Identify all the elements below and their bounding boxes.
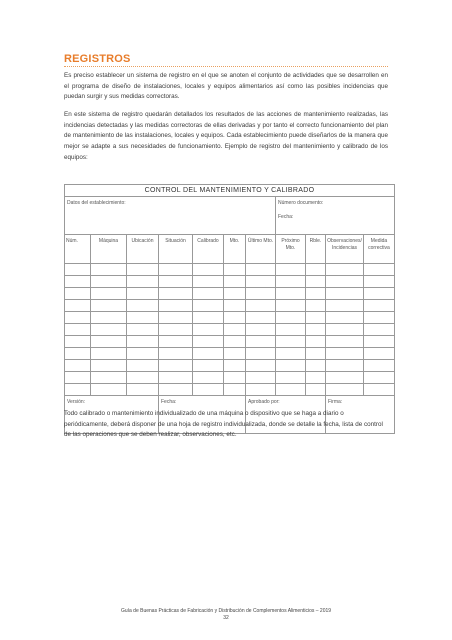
table-cell xyxy=(224,372,246,384)
table-cell xyxy=(127,276,159,288)
table-cell xyxy=(276,312,306,324)
table-cell xyxy=(364,264,395,276)
paragraph-register-system: En este sistema de registro quedarán detallados los resultados de las acciones de mantenimiento realizadas, las incidencias detectadas y las medidas correctoras de ellas derivadas y por tanto el correcto funcionamiento del plan de mantenimiento de las instalaciones, locales y equipos. Cada establecimiento puede diseñarlos de la manera que mejor se adapte a sus necesidades de funcionamiento. Ejemplo de registro del mantenimiento y calibrado de los equipos: xyxy=(64,111,388,161)
table-cell xyxy=(276,348,306,360)
table-cell xyxy=(326,384,364,396)
form-header-row xyxy=(65,235,395,264)
table-cell xyxy=(159,300,193,312)
table-cell xyxy=(127,372,159,384)
table-cell xyxy=(246,324,276,336)
table-cell xyxy=(326,348,364,360)
column-header: Último Mto. xyxy=(246,235,276,264)
table-cell xyxy=(364,372,395,384)
table-cell xyxy=(306,300,326,312)
column-header: Calibrado xyxy=(193,235,224,264)
table-cell xyxy=(127,360,159,372)
table-cell xyxy=(65,348,91,360)
table-cell xyxy=(306,324,326,336)
column-header: Observaciones/ Incidencias xyxy=(326,235,364,264)
table-cell xyxy=(224,312,246,324)
table-cell xyxy=(306,384,326,396)
table-cell xyxy=(246,372,276,384)
table-cell xyxy=(159,360,193,372)
table-cell xyxy=(246,264,276,276)
paragraph-intro: Es preciso establecer un sistema de registro en el que se anoten el conjunto de actividades que se desarrollen en el programa de diseño de instalaciones, locales y equipos alimentarios así como las posibles incidencias que puedan surgir y sus medidas correctoras. xyxy=(64,72,388,101)
table-cell xyxy=(91,360,127,372)
table-row xyxy=(65,372,395,384)
table-cell xyxy=(276,300,306,312)
table-cell xyxy=(159,372,193,384)
table-cell xyxy=(193,324,224,336)
table-cell xyxy=(159,324,193,336)
table-cell xyxy=(306,348,326,360)
table-cell xyxy=(276,288,306,300)
table-cell xyxy=(246,312,276,324)
page-number: 32 xyxy=(223,615,229,621)
table-cell xyxy=(246,336,276,348)
table-cell xyxy=(65,372,91,384)
table-cell xyxy=(65,300,91,312)
table-cell xyxy=(326,336,364,348)
table-cell xyxy=(127,264,159,276)
table-cell xyxy=(65,312,91,324)
page-footer-text: Guía de Buenas Prácticas de Fabricación y Distribución de Complementos Alimenticios – 2019 xyxy=(120,608,332,614)
document-number-label: Número documento: xyxy=(278,200,324,206)
table-cell xyxy=(364,336,395,348)
table-cell xyxy=(127,288,159,300)
table-row xyxy=(65,384,395,396)
column-header: Próximo Mto. xyxy=(276,235,306,264)
table-cell xyxy=(326,276,364,288)
table-cell xyxy=(65,336,91,348)
table-cell xyxy=(364,288,395,300)
table-cell xyxy=(306,264,326,276)
establishment-data-cell xyxy=(65,197,276,235)
table-cell xyxy=(276,384,306,396)
table-cell xyxy=(224,288,246,300)
table-cell xyxy=(364,360,395,372)
table-cell xyxy=(306,360,326,372)
table-cell xyxy=(65,288,91,300)
table-cell xyxy=(364,348,395,360)
table-cell xyxy=(276,276,306,288)
table-cell xyxy=(246,288,276,300)
table-row xyxy=(65,348,395,360)
form-date-label: Fecha: xyxy=(278,214,294,220)
table-cell xyxy=(91,384,127,396)
table-row xyxy=(65,312,395,324)
table-cell xyxy=(193,312,224,324)
table-row xyxy=(65,336,395,348)
table-cell xyxy=(91,336,127,348)
table-cell xyxy=(276,336,306,348)
table-cell xyxy=(127,324,159,336)
table-cell xyxy=(224,276,246,288)
table-cell xyxy=(306,288,326,300)
table-cell xyxy=(246,276,276,288)
table-cell xyxy=(276,372,306,384)
table-cell xyxy=(65,264,91,276)
document-info-cell xyxy=(276,197,395,235)
table-row xyxy=(65,360,395,372)
table-cell xyxy=(326,300,364,312)
column-header: Máquina xyxy=(91,235,127,264)
signature-label: Firma: xyxy=(328,399,343,405)
table-cell xyxy=(306,372,326,384)
table-cell xyxy=(91,300,127,312)
table-cell xyxy=(364,384,395,396)
table-cell xyxy=(276,264,306,276)
table-cell xyxy=(159,348,193,360)
table-cell xyxy=(193,384,224,396)
table-row xyxy=(65,300,395,312)
table-cell xyxy=(246,360,276,372)
table-cell xyxy=(224,348,246,360)
table-cell xyxy=(326,360,364,372)
table-cell xyxy=(224,360,246,372)
table-cell xyxy=(306,276,326,288)
table-cell xyxy=(193,264,224,276)
table-cell xyxy=(306,336,326,348)
table-cell xyxy=(224,300,246,312)
table-cell xyxy=(326,324,364,336)
table-cell xyxy=(193,372,224,384)
table-cell xyxy=(193,336,224,348)
establishment-label: Datos del establecimiento: xyxy=(67,200,126,206)
table-cell xyxy=(326,264,364,276)
maintenance-calibration-form xyxy=(64,184,395,434)
column-header: Mto. xyxy=(224,235,246,264)
table-cell xyxy=(326,372,364,384)
form-title: CONTROL DEL MANTENIMIENTO Y CALIBRADO xyxy=(65,185,395,197)
table-cell xyxy=(127,336,159,348)
table-cell xyxy=(91,324,127,336)
table-cell xyxy=(91,288,127,300)
form-body xyxy=(65,264,395,396)
table-cell xyxy=(193,360,224,372)
heading-rule xyxy=(64,66,388,67)
table-cell xyxy=(65,276,91,288)
table-cell xyxy=(65,384,91,396)
table-cell xyxy=(224,384,246,396)
table-cell xyxy=(91,348,127,360)
table-cell xyxy=(159,312,193,324)
table-cell xyxy=(193,348,224,360)
paragraph-individual-record: Todo calibrado o mantenimiento individualizado de una máquina o dispositivo que se haga a diario o periódicamente, deberá disponer de una hoja de registro individualizada, donde se detalle la fecha, lista de control de las operaciones que se deben realizar, observaciones, etc. xyxy=(64,410,383,439)
table-cell xyxy=(364,300,395,312)
table-cell xyxy=(127,348,159,360)
table-cell xyxy=(159,276,193,288)
approved-by-label: Aprobado por: xyxy=(248,399,280,405)
table-cell xyxy=(127,312,159,324)
table-cell xyxy=(326,312,364,324)
section-heading: REGISTROS xyxy=(64,53,131,65)
table-row xyxy=(65,276,395,288)
table-cell xyxy=(326,288,364,300)
column-header: Rble. xyxy=(306,235,326,264)
column-header: Ubicación xyxy=(127,235,159,264)
table-cell xyxy=(91,264,127,276)
table-cell xyxy=(159,384,193,396)
table-cell xyxy=(65,324,91,336)
column-header: Situación xyxy=(159,235,193,264)
table-cell xyxy=(159,288,193,300)
table-cell xyxy=(193,288,224,300)
table-cell xyxy=(246,384,276,396)
table-cell xyxy=(276,324,306,336)
table-cell xyxy=(91,276,127,288)
table-row xyxy=(65,264,395,276)
table-cell xyxy=(364,324,395,336)
table-cell xyxy=(224,336,246,348)
table-cell xyxy=(364,276,395,288)
column-header: Medida correctiva xyxy=(364,235,395,264)
table-row xyxy=(65,288,395,300)
table-cell xyxy=(91,312,127,324)
table-cell xyxy=(193,276,224,288)
column-header: Núm. xyxy=(65,235,91,264)
footer-date-label: Fecha: xyxy=(161,399,177,405)
table-cell xyxy=(159,336,193,348)
table-cell xyxy=(224,264,246,276)
table-cell xyxy=(306,312,326,324)
table-cell xyxy=(246,348,276,360)
table-cell xyxy=(224,324,246,336)
table-row xyxy=(65,324,395,336)
table-cell xyxy=(91,372,127,384)
table-cell xyxy=(127,300,159,312)
table-cell xyxy=(246,300,276,312)
table-cell xyxy=(65,360,91,372)
table-cell xyxy=(276,360,306,372)
version-label: Versión: xyxy=(67,399,86,405)
table-cell xyxy=(159,264,193,276)
table-cell xyxy=(193,300,224,312)
table-cell xyxy=(127,384,159,396)
table-cell xyxy=(364,312,395,324)
